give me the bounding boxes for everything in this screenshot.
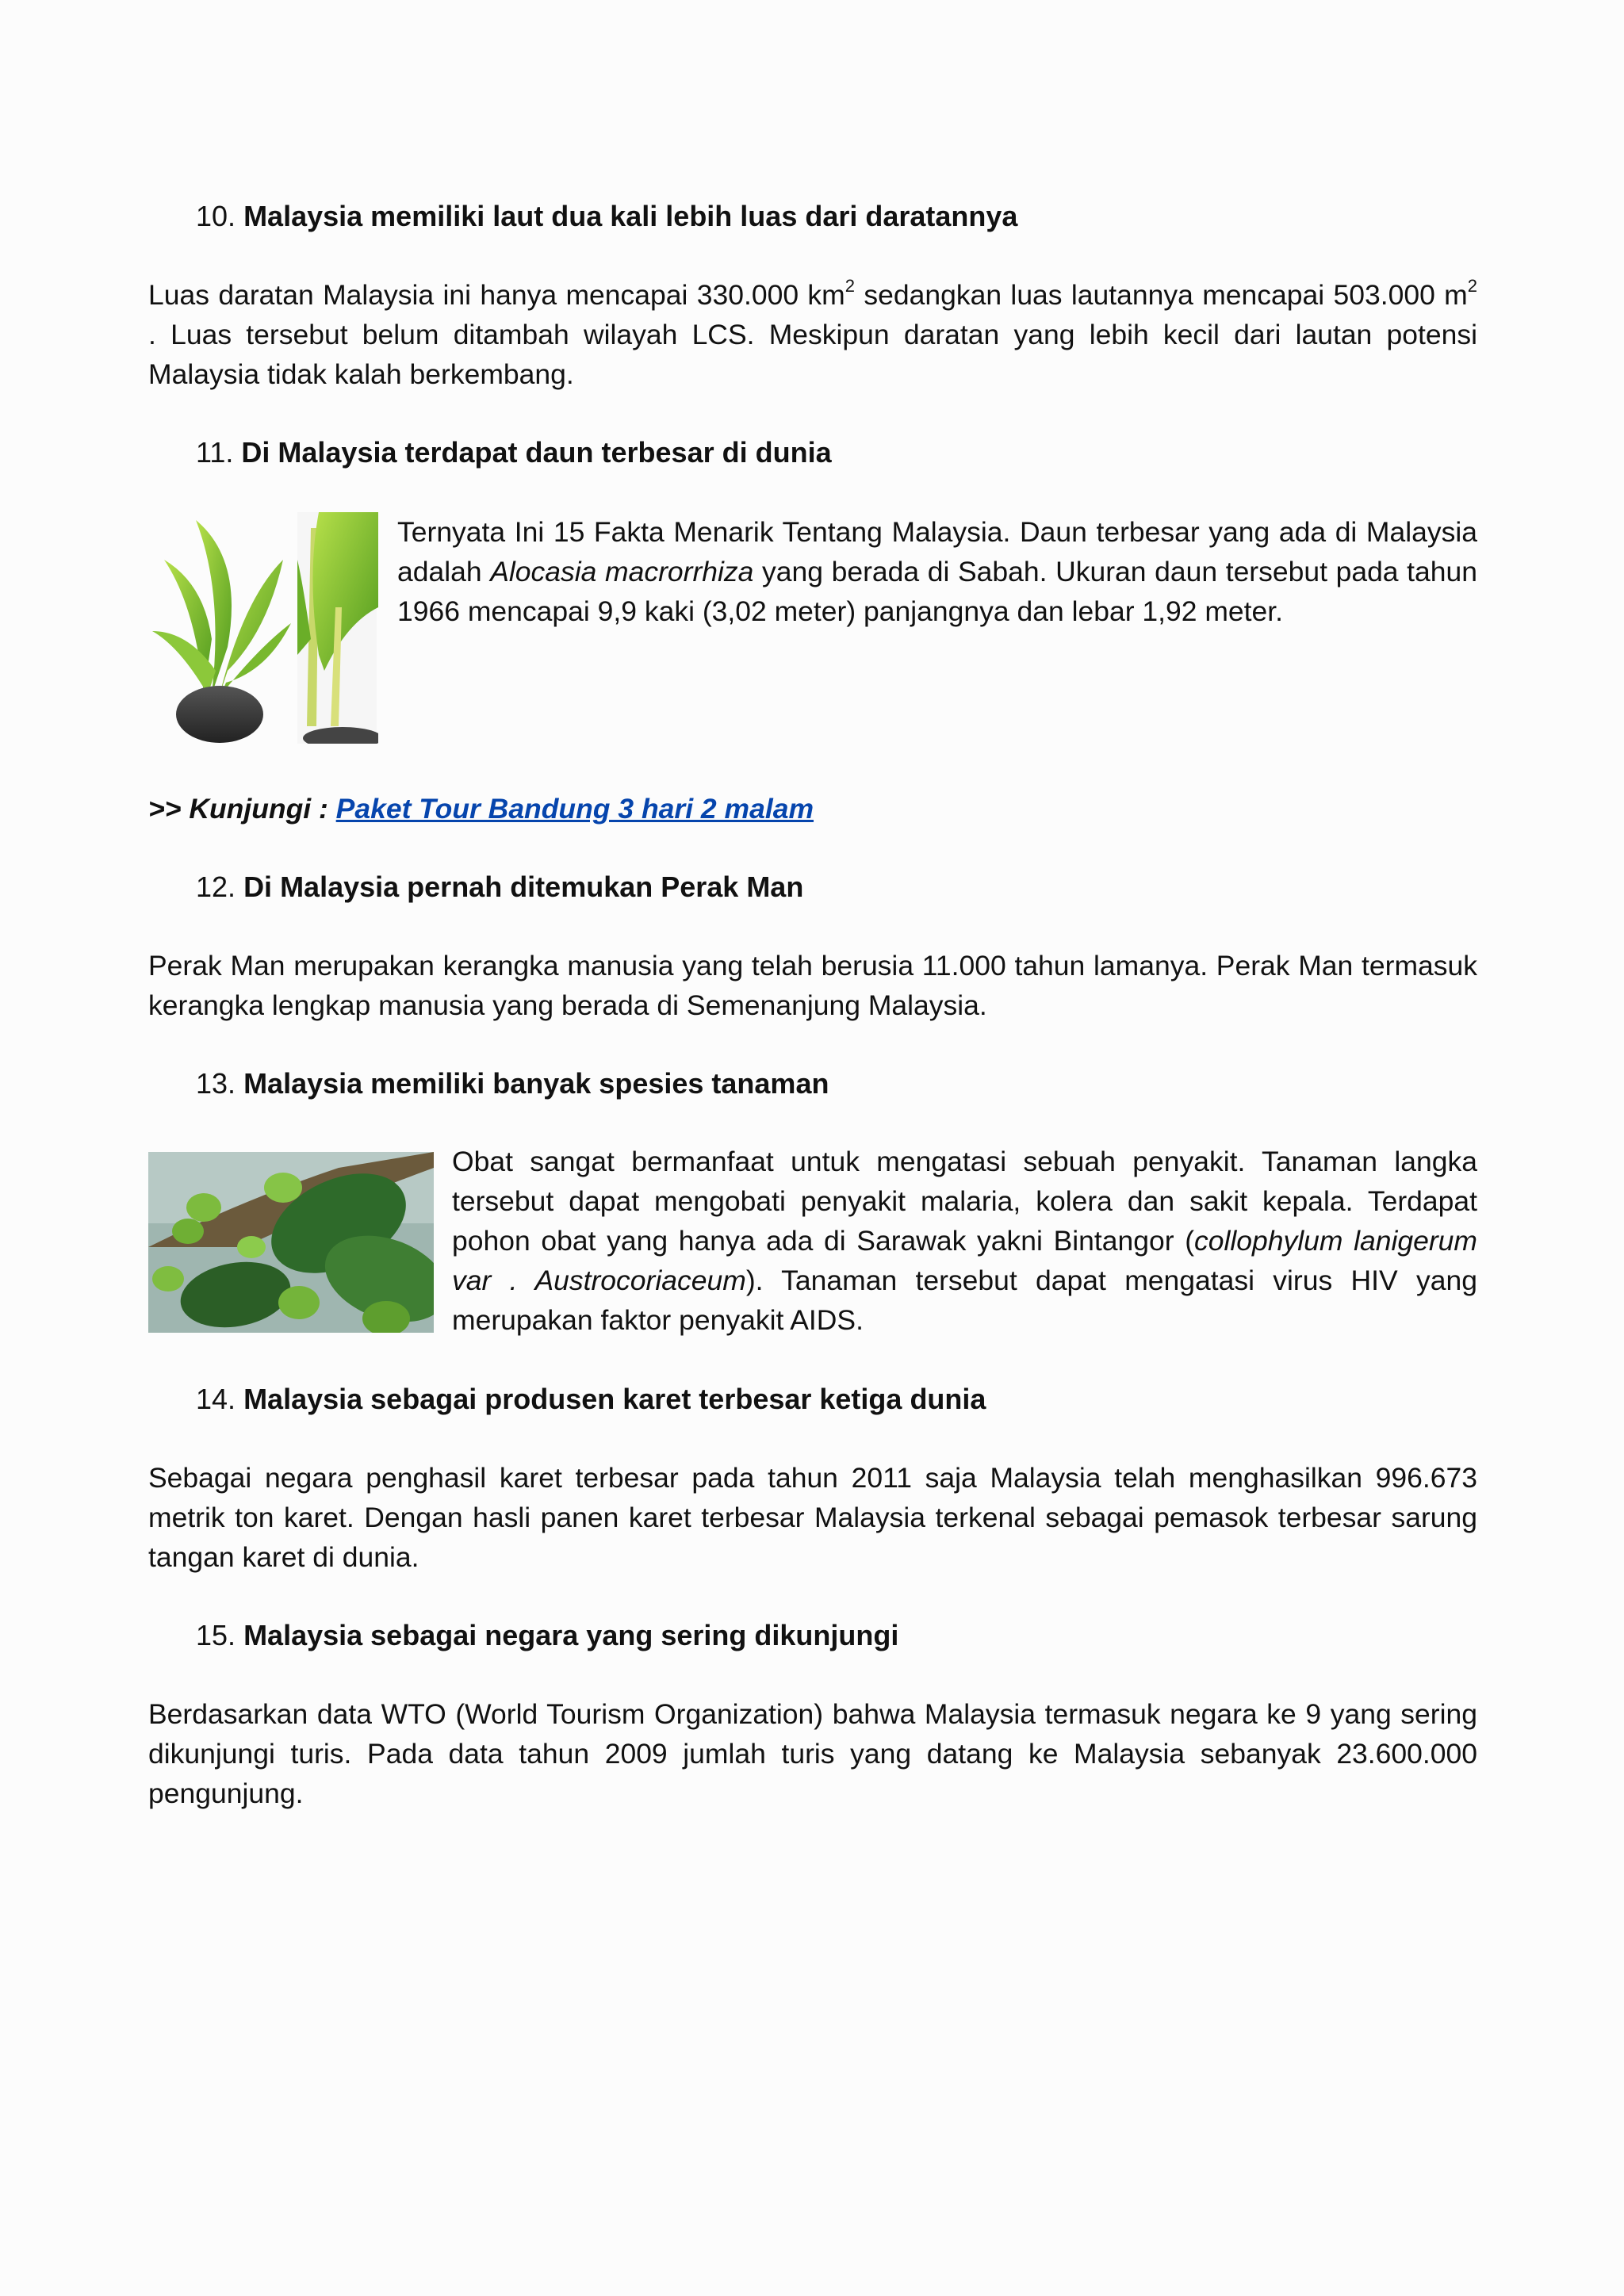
text: Ternyata Ini 15 Fakta Menarik Tentang Malaysia. Daun terbesar yang ada di Malaysia adalah <box>397 516 1477 587</box>
heading-title: Malaysia sebagai produsen karet terbesar ketiga dunia <box>243 1383 986 1415</box>
heading-12 <box>196 867 803 907</box>
paragraph-13 <box>452 1142 1477 1340</box>
heading-10 <box>196 197 1017 236</box>
text: Luas daratan Malaysia ini hanya mencapai 330.000 km <box>148 279 845 311</box>
text: ). Tanaman tersebut dapat mengatasi virus HIV yang merupakan faktor penyakit AIDS. <box>452 1265 1477 1336</box>
heading-title: Malaysia memiliki laut dua kali lebih luas dari daratannya <box>243 200 1018 232</box>
heading-number: 15. <box>196 1619 236 1651</box>
paragraph-14: Sebagai negara penghasil karet terbesar pada tahun 2011 saja Malaysia telah menghasilkan 996.673 metrik ton karet. Dengan hasli panen karet terbesar Malaysia terkenal sebagai pemasok terbesar sarung tangan karet di dunia. <box>148 1462 1477 1573</box>
paragraph-10 <box>148 275 1477 394</box>
heading-title: Di Malaysia pernah ditemukan Perak Man <box>243 871 804 903</box>
visit-line <box>148 789 1477 828</box>
heading-title: Di Malaysia terdapat daun terbesar di dunia <box>241 436 832 469</box>
species-name: Alocasia macrorrhiza <box>490 556 754 587</box>
heading-13 <box>196 1064 829 1104</box>
heading-14 <box>196 1380 986 1419</box>
paragraph-11 <box>397 512 1477 631</box>
heading-number: 11. <box>196 436 234 469</box>
species-name: collophylum lanigerum var . Austrocoriaceum <box>452 1225 1478 1296</box>
superscript: 2 <box>1467 276 1478 296</box>
paragraph-12: Perak Man merupakan kerangka manusia yang telah berusia 11.000 tahun lamanya. Perak Man termasuk kerangka lengkap manusia yang berada di Semenanjung Malaysia. <box>148 950 1477 1021</box>
heading-title: Malaysia sebagai negara yang sering dikunjungi <box>243 1619 899 1651</box>
heading-number: 12. <box>196 871 236 903</box>
medicinal-tree-image <box>148 1152 434 1333</box>
heading-number: 10. <box>196 200 236 232</box>
visit-label: >> Kunjungi : <box>148 793 336 825</box>
tour-link[interactable]: Paket Tour Bandung 3 hari 2 malam <box>335 793 814 825</box>
heading-title: Malaysia memiliki banyak spesies tanaman <box>243 1067 829 1100</box>
alocasia-plant-image <box>148 512 378 744</box>
text: Obat sangat bermanfaat untuk mengatasi sebuah penyakit. Tanaman langka tersebut dapat mengobati penyakit malaria, kolera dan sakit kepala. Terdapat pohon obat yang hanya ada di Sarawak yakni Bintangor ( <box>452 1146 1477 1257</box>
heading-number: 13. <box>196 1067 236 1100</box>
heading-15 <box>196 1616 898 1655</box>
text: sedangkan luas lautannya mencapai 503.000 m <box>855 279 1468 311</box>
text: yang berada di Sabah. Ukuran daun tersebut pada tahun 1966 mencapai 9,9 kaki (3,02 meter) panjangnya dan lebar 1,92 meter. <box>397 556 1477 627</box>
paragraph-15: Berdasarkan data WTO (World Tourism Organization) bahwa Malaysia termasuk negara ke 9 yang sering dikunjungi turis. Pada data tahun 2009 jumlah turis yang datang ke Malaysia sebanyak 23.600.000 pengunjung. <box>148 1698 1477 1809</box>
superscript: 2 <box>845 276 856 296</box>
text: . Luas tersebut belum ditambah wilayah LCS. Meskipun daratan yang lebih kecil dari lautan potensi Malaysia tidak kalah berkembang. <box>148 319 1477 390</box>
heading-11 <box>196 433 832 473</box>
heading-number: 14. <box>196 1383 236 1415</box>
